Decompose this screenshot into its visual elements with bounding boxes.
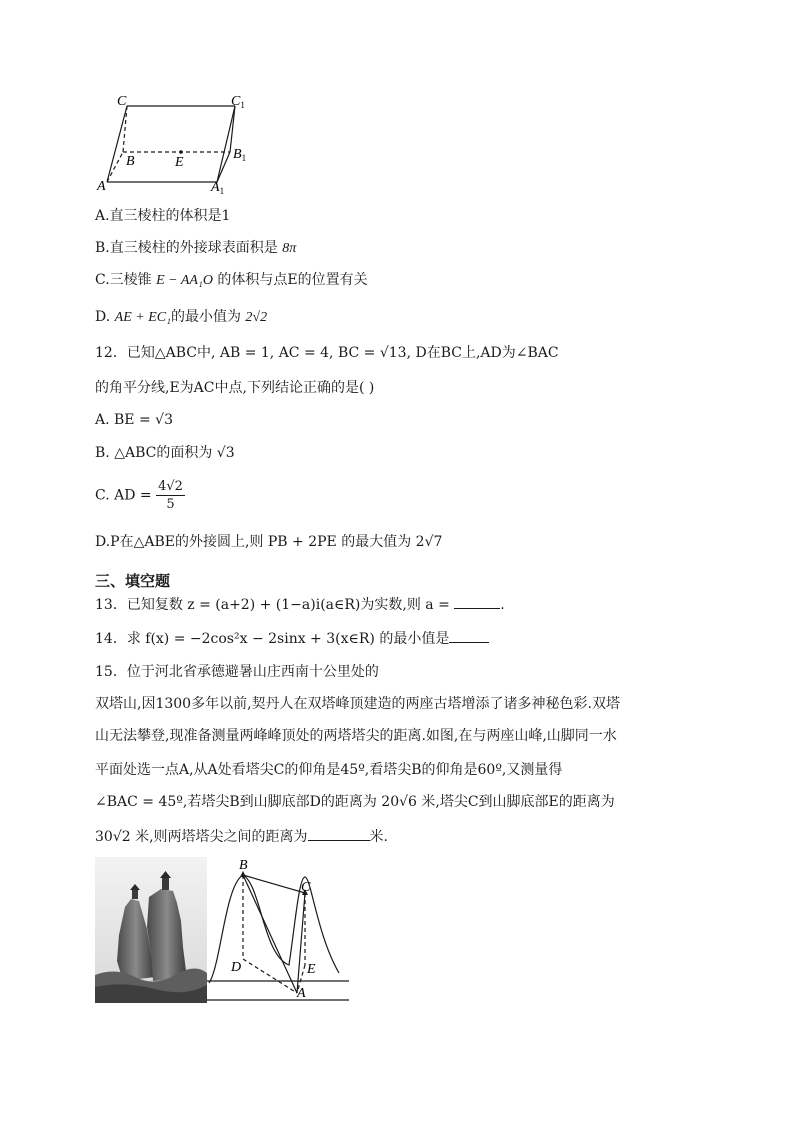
label-e-base: E	[307, 962, 316, 977]
label-c-peak: C	[301, 880, 311, 895]
label-e: E	[175, 155, 184, 170]
label-a1: $A_1$	[211, 180, 225, 196]
label-c1: $C_1$	[231, 94, 245, 110]
q12-option-d: D.P在△ABE的外接圆上,则 PB + 2PE 的最大值为 2√7	[95, 534, 443, 550]
q12-stem-line1: 12．已知△ABC中, AB = 1, AC = 4, BC = √13, D在BC上,AD为∠BAC	[95, 345, 559, 361]
mountain-diagram	[207, 855, 352, 1007]
q12-stem-line2: 的角平分线,E为AC中点,下列结论正确的是( )	[95, 380, 375, 396]
shuangta-mountain-photo	[95, 857, 207, 1003]
label-b1: $B_1$	[233, 147, 247, 163]
q14: 14．求 f(x) = −2cos²x − 2sinx + 3(x∈R) 的最小值是	[95, 628, 489, 649]
label-d-base: D	[231, 960, 242, 975]
prism-diagram	[95, 92, 265, 197]
point-e	[179, 150, 183, 154]
q15-line6: 30√2 米,则两塔塔尖之间的距离为 米.	[95, 826, 388, 847]
section-title: 三、填空题	[95, 572, 171, 590]
q11-option-a: A.直三棱柱的体积是1	[95, 208, 231, 224]
label-b-peak: B	[239, 858, 248, 873]
q15-answer-blank[interactable]	[308, 826, 370, 841]
q12-option-b: B. △ABC的面积为 √3	[95, 445, 235, 461]
q13: 13．已知复数 z = (a+2) + (1−a)i(a∈R)为实数,则 a = .	[95, 594, 505, 615]
q12-option-a: A. BE = √3	[95, 412, 173, 428]
q11-option-b: B.直三棱柱的外接球表面积是 8π	[95, 240, 297, 256]
q15-line4: 平面处选一点A,从A处看塔尖C的仰角是45º,看塔尖B的仰角是60º,又测量得	[95, 762, 563, 778]
q15-line5: ∠BAC = 45º,若塔尖B到山脚底部D的距离为 20√6 米,塔尖C到山脚底部E的距离为	[95, 794, 615, 810]
label-a: A	[97, 179, 106, 194]
q12-option-c: C. AD = $\frac{4√2}{5}$	[95, 479, 183, 512]
fraction-denominator: 5	[166, 497, 175, 512]
fraction-numerator: 4√2	[158, 479, 183, 494]
q15-line2: 双塔山,因1300多年以前,契丹人在双塔峰顶建造的两座古塔增添了诸多神秘色彩.双塔	[95, 696, 620, 712]
label-a-point: A	[297, 986, 306, 1001]
q11-option-d: D. AE + EC₁的最小值为 2√2	[95, 309, 268, 325]
label-b: B	[126, 154, 135, 169]
q13-answer-blank[interactable]	[454, 594, 500, 609]
q15-line1: 15．位于河北省承德避暑山庄西南十公里处的	[95, 664, 379, 680]
q14-answer-blank[interactable]	[449, 628, 489, 643]
q15-line3: 山无法攀登,现准备测量两峰峰顶处的两塔塔尖的距离.如图,在与两座山峰,山脚同一水	[95, 728, 617, 744]
label-c: C	[117, 94, 127, 109]
q11-option-c: C.三棱锥 E − AA₁O 的体积与点E的位置有关	[95, 272, 368, 288]
